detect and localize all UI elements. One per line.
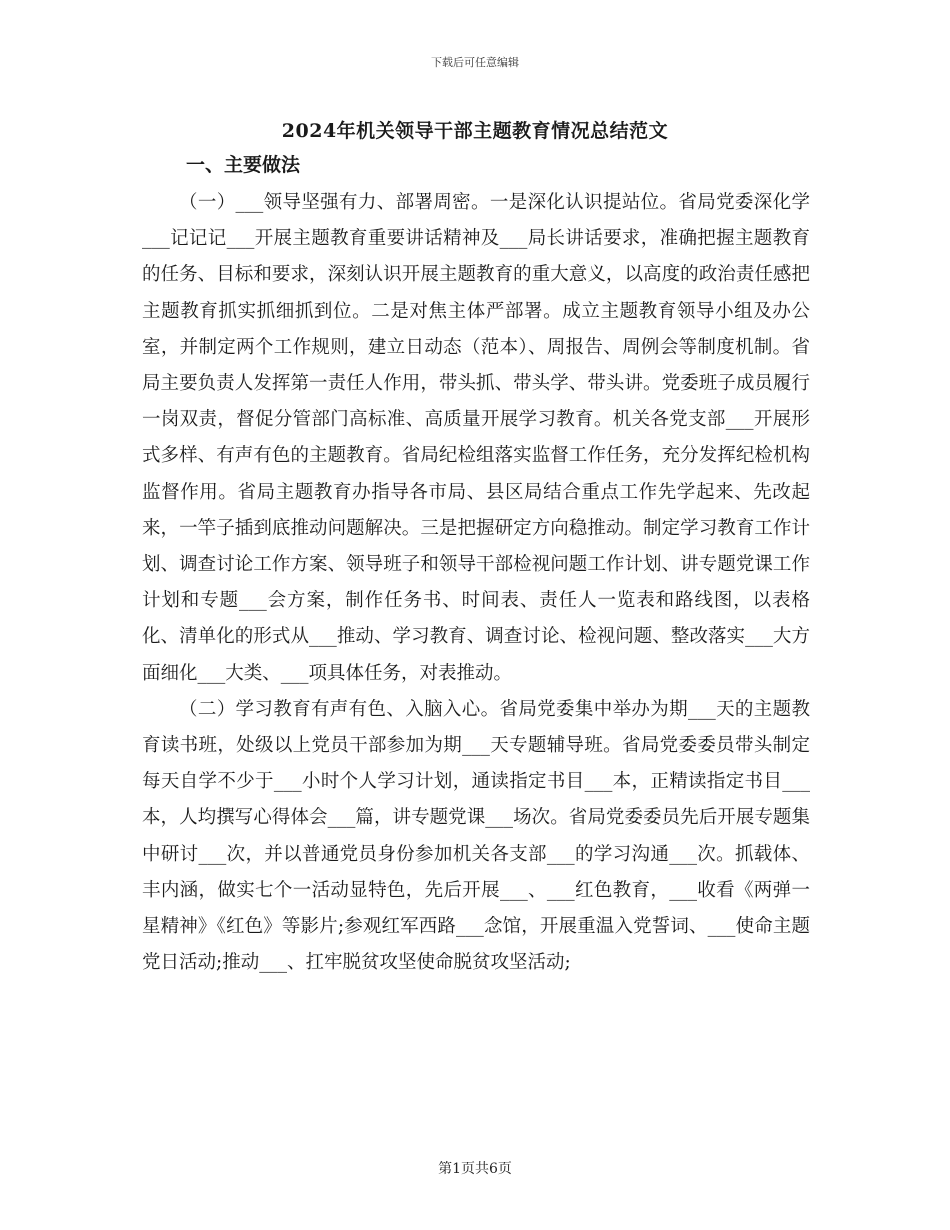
paragraph-1: （一）___领导坚强有力、部署周密。一是深化认识提站位。省局党委深化学___记记记___开展主题教育重要讲话精神及___局长讲话要求，准确把握主题教育的任务、目标和要求，深刻认识开展主题教育的重大意义，以高度的政治责任感把主题教育抓实抓细抓到位。二是对焦主体严部署。成立主题教育领导小组及办公室，并制定两个工作规则，建立日动态（范本）、周报告、周例会等制度机制。省局主要负责人发挥第一责任人作用，带头抓、带头学、带头讲。党委班子成员履行一岗双责，督促分管部门高标准、高质量开展学习教育。机关各党支部___开展形式多样、有声有色的主题教育。省局纪检组落实监督工作任务，充分发挥纪检机构监督作用。省局主题教育办指导各市局、县区局结合重点工作先学起来、先改起来，一竿子插到底推动问题解决。三是把握研定方向稳推动。制定学习教育工作计划、调查讨论工作方案、领导班子和领导干部检视问题工作计划、讲专题党课工作计划和专题___会方案，制作任务书、时间表、责任人一览表和路线图，以表格化、清单化的形式从___推动、学习教育、调查讨论、检视问题、整改落实___大方面细化___大类、___项具体任务，对表推动。: [142, 192, 810, 684]
document-title: 2024年机关领导干部主题教育情况总结范文: [281, 120, 669, 142]
header-note: 下载后可任意编辑: [431, 56, 519, 69]
section-heading: 一、主要做法: [186, 154, 301, 176]
paragraph-2: （二）学习教育有声有色、入脑入心。省局党委集中举办为期___天的主题教育读书班，处级以上党员干部参加为期___天专题辅导班。省局党委委员带头制定每天自学不少于___小时个人学习计划，通读指定书目___本，正精读指定书目___本，人均撰写心得体会___篇，讲专题党课___场次。省局党委委员先后开展专题集中研讨___次，并以普通党员身份参加机关各支部___的学习沟通___次。抓载体、丰内涵，做实七个一活动显特色，先后开展___、___红色教育，___收看《两弹一星精神》《红色》等影片;参观红军西路___念馆，开展重温入党誓词、___使命主题党日活动;推动___、扛牢脱贫攻坚使命脱贫攻坚活动;: [142, 698, 810, 974]
document-body: [142, 185, 810, 981]
page-number: 第1页共6页: [438, 1161, 512, 1177]
